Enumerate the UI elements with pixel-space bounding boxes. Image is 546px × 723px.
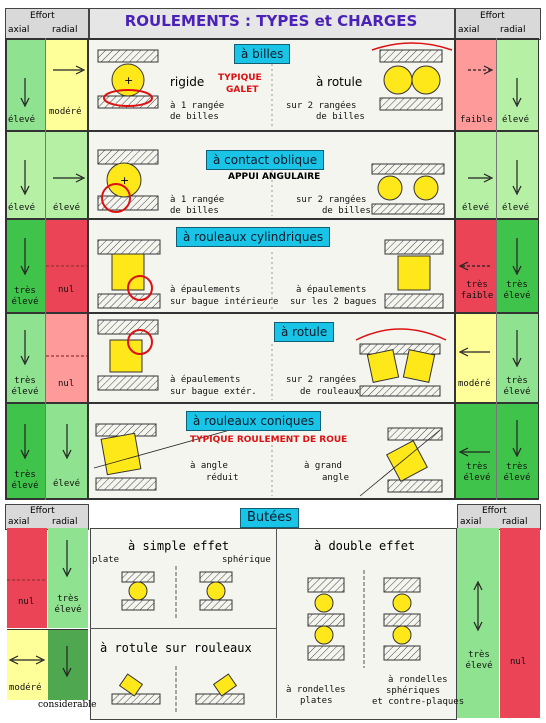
text-rondelles-spheriques-2: sphériques (386, 686, 441, 696)
row3-left-desc2: sur bague intérieure (170, 297, 279, 307)
butees-right-effort: Effort (482, 506, 507, 516)
row1-right-axial-value: faible (460, 115, 493, 125)
label-billes: à billes (234, 44, 290, 64)
row4-right-radial-value: très élevé (503, 376, 531, 397)
butees-right-radial: radial (502, 517, 528, 527)
row5-right-desc1: à grand (304, 461, 342, 471)
row5-left-radial-value: élevé (53, 479, 81, 489)
butees-left-radial-bottom-value: considerable (38, 700, 97, 710)
butees-left-radial-top-value: très élevé (54, 594, 82, 615)
row2-right-desc2: de billes (322, 206, 371, 216)
row3-right-radial-value: très élevé (503, 280, 531, 301)
row2-left-radial-value: élevé (53, 203, 81, 213)
row1-right-radial-value: élevé (502, 115, 530, 125)
row1-right-desc2: de billes (316, 112, 365, 122)
text-simple-effet: à simple effet (128, 539, 230, 553)
text-spherique: sphérique (222, 555, 271, 565)
row3-left-desc1: à épaulements (170, 285, 241, 295)
text-typique: TYPIQUE (218, 73, 262, 83)
label-rouleaux-cylindriques: à rouleaux cylindriques (176, 227, 330, 247)
svg-text:+: + (120, 174, 130, 187)
text-plate: plate (92, 555, 120, 565)
text-appui-angulaire: APPUI ANGULAIRE (228, 172, 321, 182)
text-rondelles-spheriques-1: à rondelles (388, 675, 448, 685)
text-rotule: à rotule (316, 75, 363, 89)
butees-left-radial: radial (52, 517, 78, 527)
row1-left-radial-value: modéré (49, 107, 82, 117)
text-rondelles-plates-1: à rondelles (286, 685, 346, 695)
row5-left-desc2: réduit (206, 473, 239, 483)
header-right-axial: axial (458, 25, 480, 35)
svg-text:+: + (124, 74, 134, 87)
label-contact-oblique: à contact oblique (206, 150, 324, 170)
row4-left-axial-value: très élevé (11, 376, 39, 397)
row5-left-axial-value: très élevé (11, 470, 39, 491)
butees-right-axial-value: très élevé (465, 650, 493, 671)
row5-left-desc1: à angle (190, 461, 228, 471)
row2-right-desc1: sur 2 rangées (296, 195, 367, 205)
header-left-axial: axial (8, 25, 30, 35)
row4-right-axial-value: modéré (458, 379, 491, 389)
thrust-bearing-double-icon (308, 570, 420, 668)
row1-right-desc1: sur 2 rangées (286, 101, 357, 111)
text-rotule-rouleaux: à rotule sur rouleaux (100, 641, 252, 655)
text-galet: GALET (226, 85, 259, 95)
row5-right-axial-value: très élevé (463, 462, 491, 483)
spherical-roller-thrust-icon (112, 666, 244, 712)
row4-right-desc2: de rouleaux (300, 387, 360, 397)
row3-right-axial-value: très faible (460, 280, 494, 301)
text-rigide: rigide (170, 75, 205, 89)
header-left-effort: Effort (30, 11, 55, 21)
row3-left-radial-value: nul (58, 285, 75, 295)
butees-right-radial-value: nul (510, 657, 527, 667)
butees-left-axial-top-value: nul (18, 597, 35, 607)
row4-left-desc2: sur bague extér. (170, 387, 257, 397)
label-rouleaux-coniques: à rouleaux coniques (186, 411, 321, 431)
butees-left-axial-bottom-value: modéré (9, 683, 42, 693)
row5-right-radial-value: très élevé (503, 462, 531, 483)
row4-left-radial-value: nul (58, 379, 75, 389)
text-rondelles-plates-2: plates (300, 696, 333, 706)
row4-left-desc1: à épaulements (170, 375, 241, 385)
row3-right-desc1: à épaulements (296, 285, 367, 295)
row1-left-desc1: à 1 rangée (170, 101, 225, 111)
row4-right-desc1: sur 2 rangées (286, 375, 357, 385)
row2-left-axial-value: élevé (8, 203, 36, 213)
row5-right-desc2: angle (322, 473, 350, 483)
butees-left-axial: axial (8, 517, 30, 527)
label-butees: Butées (240, 508, 299, 528)
page-title: ROULEMENTS : TYPES et CHARGES (124, 12, 418, 30)
row1-left-desc2: de billes (170, 112, 219, 122)
header-right-radial: radial (500, 25, 526, 35)
row3-left-axial-value: très élevé (11, 286, 39, 307)
row3-right-desc2: sur les 2 bagues (290, 297, 377, 307)
header-right-effort: Effort (480, 11, 505, 21)
header-left-radial: radial (52, 25, 78, 35)
row1-left-axial-value: élevé (8, 115, 36, 125)
butees-left-effort: Effort (30, 506, 55, 516)
row2-right-axial-value: élevé (462, 203, 490, 213)
butees-right-axial: axial (460, 517, 482, 527)
text-rondelles-spheriques-3: et contre-plaques (372, 697, 465, 707)
label-rotule-rouleaux: à rotule (274, 322, 334, 342)
row2-left-desc1: à 1 rangée (170, 195, 225, 205)
text-typique-roue: TYPIQUE ROULEMENT DE ROUE (190, 435, 348, 445)
text-double-effet: à double effet (314, 539, 416, 553)
thrust-bearing-simple-icon (122, 566, 232, 620)
row2-right-radial-value: élevé (502, 203, 530, 213)
row2-left-desc2: de billes (170, 206, 219, 216)
